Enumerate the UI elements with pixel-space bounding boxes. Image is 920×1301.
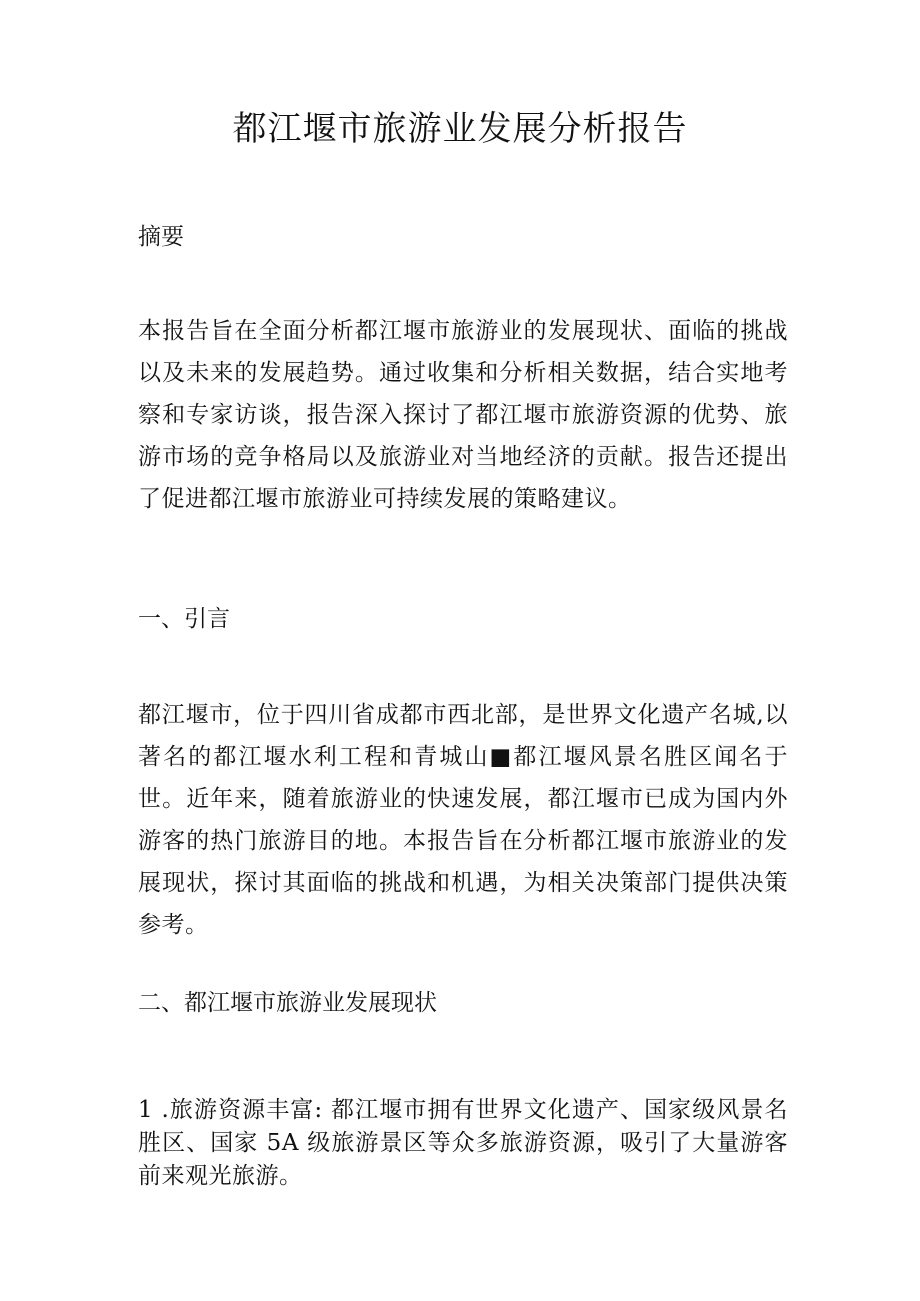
section-1-heading: 一、引言	[138, 606, 230, 632]
document-title: 都江堰市旅游业发展分析报告	[232, 109, 688, 149]
section-2-heading: 二、都江堰市旅游业发展现状	[138, 990, 437, 1016]
abstract-heading: 摘要	[138, 224, 184, 250]
section-2-item-1: 1 .旅游资源丰富: 都江堰市拥有世界文化遗产、国家级风景名胜区、国家 5A 级旅游景区等众多旅游资源，吸引了大量游客前来观光旅游。	[138, 1097, 788, 1189]
abstract-paragraph: 本报告旨在全面分析都江堰市旅游业的发展现状、面临的挑战以及未来的发展趋势。通过收集和分析相关数据，结合实地考察和专家访谈，报告深入探讨了都江堰市旅游资源的优势、旅游市场的竞争格局以及旅游业对当地经济的贡献。报告还提出了促进都江堰市旅游业可持续发展的策略建议。	[138, 318, 788, 512]
section-1-paragraph: 都江堰市，位于四川省成都市西北部，是世界文化遗产名城,以著名的都江堰水利工程和青城山■都江堰风景名胜区闻名于世。近年来，随着旅游业的快速发展，都江堰市已成为国内外游客的热门旅游目的地。本报告旨在分析都江堰市旅游业的发展现状，探讨其面临的挑战和机遇，为相关决策部门提供决策参考。	[138, 702, 788, 938]
